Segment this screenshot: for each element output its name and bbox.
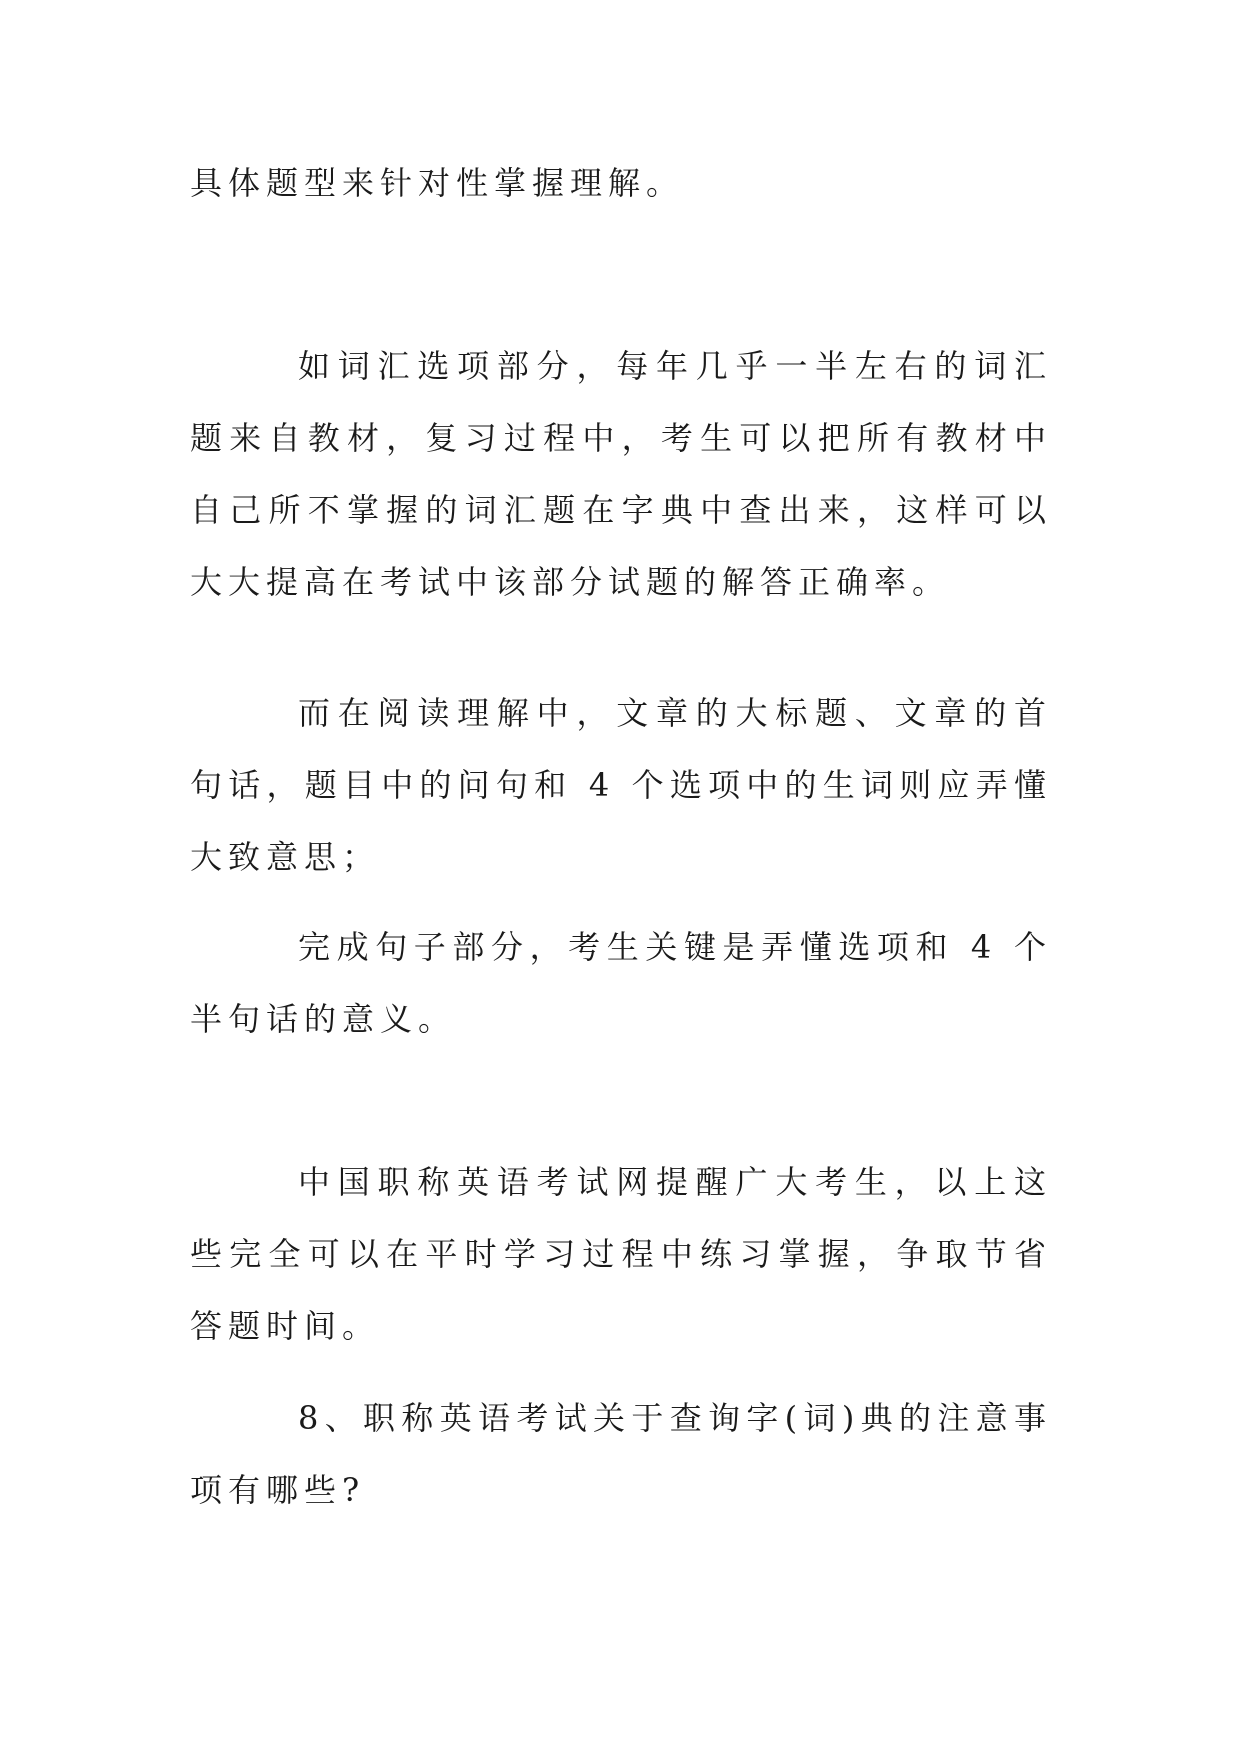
section-heading-8: 8、职称英语考试关于查询字(词)典的注意事项有哪些? [190,1399,1052,1509]
paragraph-continuation: 具体题型来针对性掌握理解。 [190,164,685,202]
paragraph-reminder: 中国职称英语考试网提醒广大考生，以上这些完全可以在平时学习过程中练习掌握，争取节省答题时间。 [190,1163,1052,1345]
paragraph-reading: 而在阅读理解中，文章的大标题、文章的首句话，题目中的问句和 4 个选项中的生词则应弄懂大致意思； [190,694,1052,876]
paragraph-sentence-completion: 完成句子部分，考生关键是弄懂选项和 4 个半句话的意义。 [190,928,1052,1038]
paragraph-vocabulary: 如词汇选项部分，每年几乎一半左右的词汇题来自教材，复习过程中，考生可以把所有教材中自己所不掌握的词汇题在字典中查出来，这样可以大大提高在考试中该部分试题的解答正确率。 [190,347,1052,601]
